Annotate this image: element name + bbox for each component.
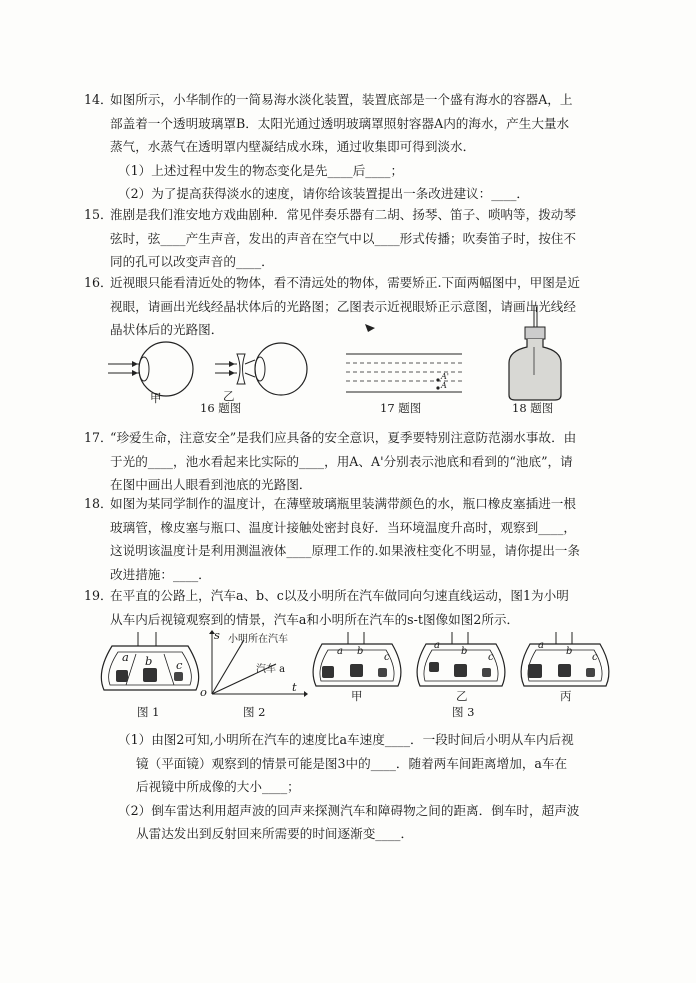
label-A: A [441, 381, 447, 390]
question-text: 晶状体后的光路图． [110, 322, 224, 337]
label-jia: 甲 [150, 391, 162, 405]
sub-question-2: （2）倒车雷达利用超声波的回声来探测汽车和障碍物之间的距离．倒车时，超声波 [118, 802, 580, 818]
question-text: 同的孔可以改变声音的____． [110, 254, 274, 269]
axis-label-t: t [292, 680, 297, 694]
question-number: 18． [84, 496, 113, 511]
question-number: 16． [84, 275, 113, 290]
axis-label-s: s [214, 628, 220, 642]
question-text: 如图所示，小华制作的一简易海水淡化装置，装置底部是一个盛有海水的容器A，上 [110, 92, 573, 107]
caption-fig16: 16 题图 [200, 401, 242, 415]
line-label-xiaoming-car: 小明所在汽车 [228, 634, 288, 645]
question-15 [84, 203, 624, 274]
question-text: 视眼，请画出光线经晶状体后的光路图；乙图表示近视眼矫正示意图，请画出光线经 [110, 298, 576, 314]
label-car-c: c [176, 658, 183, 672]
question-19 [84, 584, 624, 631]
label-jia: 甲 [351, 689, 363, 703]
label-car-a: a [434, 640, 440, 651]
label-car-a: a [122, 650, 129, 664]
question-text: 在图中画出人眼看到池底的光路图． [110, 477, 312, 492]
question-19-subs [84, 728, 624, 846]
label-car-c: c [488, 652, 494, 663]
caption-fig17: 17 题图 [380, 401, 422, 415]
figure-3-mirror-yi [412, 632, 510, 694]
origin-label: o [200, 685, 207, 699]
label-car-c: c [592, 652, 598, 663]
label-car-b: b [145, 654, 153, 668]
line-label-car-a: 汽车 a [256, 664, 286, 675]
question-text: 蒸气，水蒸气在透明罩内壁凝结成水珠，通过收集即可得到淡水． [110, 139, 476, 154]
caption-figure-2: 图 2 [243, 705, 266, 719]
question-number: 17． [84, 430, 113, 445]
figure-17-pool [340, 318, 470, 403]
question-17 [84, 426, 624, 497]
label-yi: 乙 [456, 689, 468, 703]
label-bing: 丙 [560, 689, 572, 703]
sub-question-2-cont: 从雷达发出到反射回来所需要的时间逐渐变____． [136, 826, 414, 841]
caption-figure-3: 图 3 [452, 705, 475, 719]
caption-fig18: 18 题图 [512, 401, 554, 415]
question-text: 从车内后视镜观察到的情景，汽车a和小明所在汽车的s-t图像如图2所示． [110, 611, 520, 627]
figure-3-mirror-jia [308, 632, 406, 694]
question-text: 淮剧是我们淮安地方戏曲剧种．常见伴奏乐器有二胡、扬琴、笛子、唢呐等，拨动琴 [110, 207, 576, 222]
question-number: 14． [84, 92, 113, 107]
sub-question-1: （1）由图2可知,小明所在汽车的速度比a车速度____．一段时间后小明从车内后视 [118, 732, 574, 747]
question-number: 19． [84, 588, 113, 603]
sub-question-1-cont: 后视镜中所成像的大小____； [136, 779, 300, 794]
question-text: 如图为某同学制作的温度计，在薄壁玻璃瓶里装满带颜色的水，瓶口橡皮塞插进一根 [110, 496, 576, 511]
label-yi: 乙 [223, 389, 235, 403]
label-car-a: a [337, 646, 343, 657]
label-car-c: c [384, 652, 390, 663]
label-car-a: a [538, 640, 544, 651]
question-number: 15． [84, 207, 113, 222]
question-text: “珍爱生命，注意安全”是我们应具备的安全意识，夏季要特别注意防范溺水事故．由 [110, 430, 577, 445]
sub-question-1-cont: 镜（平面镜）观察到的情景可能是图3中的____．随着两车间距离增加，a车在 [136, 755, 568, 771]
figure-3-mirror-bing [516, 632, 614, 694]
sub-question-2: （2）为了提高获得淡水的速度，请你给该装置提出一条改进建议：____． [118, 186, 530, 201]
question-text: 在平直的公路上，汽车a、b、c以及小明所在汽车做同向匀速直线运动，图1为小明 [110, 588, 569, 603]
label-car-b: b [461, 646, 468, 657]
question-text: 玻璃管，橡皮塞与瓶口、温度计接触处密封良好．当环境温度升高时，观察到____， [110, 519, 576, 535]
question-text: 改进措施：____． [110, 566, 211, 582]
question-text: 于光的____，池水看起来比实际的____，用A、A'分别表示池底和看到的“池底”，请 [110, 453, 573, 469]
question-text: 部盖着一个透明玻璃罩B．太阳光通过透明玻璃罩照射容器A内的海水，产生大量水 [110, 115, 570, 131]
question-14 [84, 88, 624, 206]
question-text: 这说明该温度计是利用测温液体____原理工作的.如果液柱变化不明显，请你提出一条 [110, 543, 580, 558]
question-text: 弦时，弦____产生声音，发出的声音在空气中以____形式传播；吹奏笛子时，按住不 [110, 230, 576, 246]
label-car-b: b [566, 646, 573, 657]
caption-figure-1: 图 1 [137, 705, 160, 719]
label-A-prime: A' [441, 372, 449, 381]
question-18 [84, 492, 624, 586]
question-text: 近视眼只能看清近处的物体，看不清远处的物体，需要矫正.下面两幅图中，甲图是近 [110, 275, 580, 290]
sub-question-1: （1）上述过程中发生的物态变化是先____后____； [118, 162, 404, 178]
figure-18-bottle [505, 305, 565, 403]
label-car-b: b [357, 646, 364, 657]
